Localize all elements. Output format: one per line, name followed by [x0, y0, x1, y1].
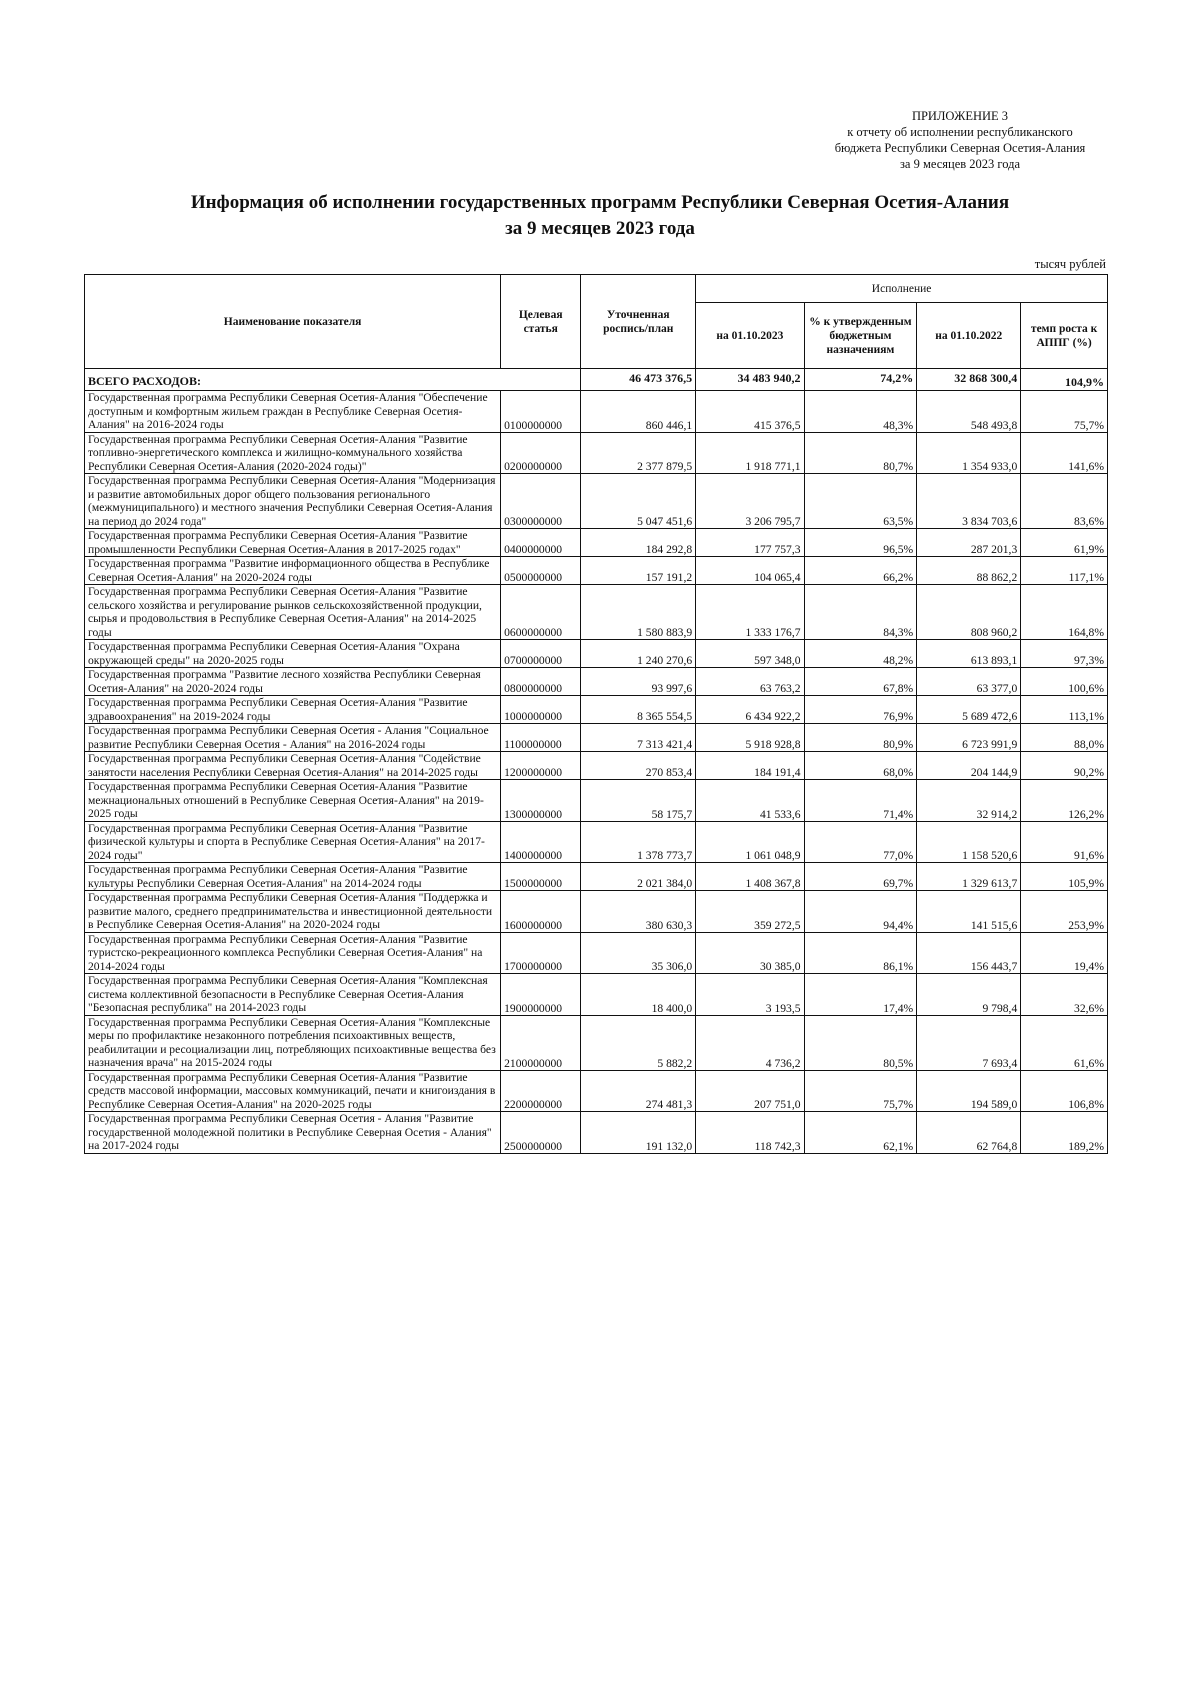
- percent-assigned: 48,3%: [804, 391, 917, 433]
- table-row: [85, 1112, 1108, 1154]
- target-code: 0400000000: [501, 529, 581, 557]
- executed-2022: 548 493,8: [917, 391, 1021, 433]
- table-row: [85, 529, 1108, 557]
- table-row: [85, 780, 1108, 822]
- plan-value: 1 378 773,7: [581, 821, 696, 863]
- plan-value: 184 292,8: [581, 529, 696, 557]
- target-code: 1100000000: [501, 724, 581, 752]
- executed-2023: 207 751,0: [696, 1070, 804, 1112]
- target-code: 0600000000: [501, 585, 581, 640]
- plan-value: 380 630,3: [581, 891, 696, 933]
- executed-2023: 5 918 928,8: [696, 724, 804, 752]
- plan-value: 5 882,2: [581, 1015, 696, 1070]
- program-name: Государственная программа Республики Северная Осетия - Алания "Развитие государственной молодежной политики в Республике Северная Осетия - Алания" на 2017-2024 годы: [85, 1112, 501, 1154]
- target-code: 1300000000: [501, 780, 581, 822]
- executed-2022: 808 960,2: [917, 585, 1021, 640]
- program-name: Государственная программа "Развитие лесного хозяйства Республики Северная Осетия-Алания" на 2020-2024 годы: [85, 668, 501, 696]
- program-name: Государственная программа Республики Северная Осетия-Алания "Поддержка и развитие малого, среднего предпринимательства и инвестиционной деятельности в Республике Северная Осетия-Алания" на 2020-2024 годы: [85, 891, 501, 933]
- growth-rate: 113,1%: [1021, 696, 1108, 724]
- plan-value: 5 047 451,6: [581, 474, 696, 529]
- percent-assigned: 76,9%: [804, 696, 917, 724]
- plan-value: 270 853,4: [581, 752, 696, 780]
- header-name: Наименование показателя: [85, 275, 501, 369]
- table-row: [85, 1015, 1108, 1070]
- plan-value: 860 446,1: [581, 391, 696, 433]
- appendix-header: [810, 108, 1110, 172]
- program-name: Государственная программа Республики Северная Осетия-Алания "Комплексная система коллективной безопасности в Республике Северная Осетия-Алания "Безопасная республика" на 2014-2023 годы: [85, 974, 501, 1016]
- growth-rate: 32,6%: [1021, 974, 1108, 1016]
- program-name: Государственная программа Республики Северная Осетия-Алания "Развитие межнациональных отношений в Республике Северная Осетия-Алания" на 2019-2025 годы: [85, 780, 501, 822]
- growth-rate: 141,6%: [1021, 432, 1108, 474]
- growth-rate: 105,9%: [1021, 863, 1108, 891]
- executed-2023: 30 385,0: [696, 932, 804, 974]
- executed-2022: 5 689 472,6: [917, 696, 1021, 724]
- growth-rate: 253,9%: [1021, 891, 1108, 933]
- target-code: 2200000000: [501, 1070, 581, 1112]
- document-title-line: Информация об исполнении государственных программ Республики Северная Осетия-Алания: [190, 192, 1010, 213]
- percent-assigned: 48,2%: [804, 640, 917, 668]
- table-row: [85, 391, 1108, 433]
- growth-rate: 106,8%: [1021, 1070, 1108, 1112]
- header-pct-assigned: % к утвержденным бюджетным назначениям: [804, 303, 917, 369]
- executed-2022: 287 201,3: [917, 529, 1021, 557]
- program-name: Государственная программа Республики Северная Осетия-Алания "Развитие туристско-рекреационного комплекса Республики Северная Осетия-Алания" на 2014-2024 годы: [85, 932, 501, 974]
- table-row: [85, 932, 1108, 974]
- appendix-line: к отчету об исполнении республиканского: [847, 125, 1073, 139]
- plan-value: 18 400,0: [581, 974, 696, 1016]
- total-on-2023: 34 483 940,2: [696, 369, 804, 391]
- program-name: Государственная программа Республики Северная Осетия-Алания "Охрана окружающей среды" на 2020-2025 годы: [85, 640, 501, 668]
- target-code: 0800000000: [501, 668, 581, 696]
- percent-assigned: 86,1%: [804, 932, 917, 974]
- executed-2022: 88 862,2: [917, 557, 1021, 585]
- executed-2023: 1 408 367,8: [696, 863, 804, 891]
- target-code: 1400000000: [501, 821, 581, 863]
- table-row: [85, 724, 1108, 752]
- appendix-number: ПРИЛОЖЕНИЕ 3: [911, 109, 1009, 123]
- executed-2023: 415 376,5: [696, 391, 804, 433]
- total-growth: 104,9%: [1021, 369, 1108, 391]
- table-row: [85, 557, 1108, 585]
- program-name: Государственная программа Республики Северная Осетия-Алания "Комплексные меры по профилактике незаконного потребления психоактивных веществ, реабилитации и ресоциализации лиц, потребляющих психоактивные вещества без назначения врача" на 2015-2024 годы: [85, 1015, 501, 1070]
- growth-rate: 61,6%: [1021, 1015, 1108, 1070]
- plan-value: 35 306,0: [581, 932, 696, 974]
- target-code: 0100000000: [501, 391, 581, 433]
- percent-assigned: 69,7%: [804, 863, 917, 891]
- executed-2022: 9 798,4: [917, 974, 1021, 1016]
- header-growth: темп роста к АППГ (%): [1021, 303, 1108, 369]
- percent-assigned: 66,2%: [804, 557, 917, 585]
- executed-2022: 204 144,9: [917, 752, 1021, 780]
- program-name: Государственная программа Республики Северная Осетия - Алания "Социальное развитие Республики Северная Осетия - Алания" на 2016-2024 годы: [85, 724, 501, 752]
- percent-assigned: 84,3%: [804, 585, 917, 640]
- units-label: тысяч рублей: [1034, 257, 1106, 271]
- table-row: [85, 821, 1108, 863]
- document-title: [80, 190, 1120, 242]
- executed-2023: 63 763,2: [696, 668, 804, 696]
- percent-assigned: 96,5%: [804, 529, 917, 557]
- plan-value: 2 021 384,0: [581, 863, 696, 891]
- executed-2022: 1 354 933,0: [917, 432, 1021, 474]
- target-code: 0700000000: [501, 640, 581, 668]
- percent-assigned: 94,4%: [804, 891, 917, 933]
- table-row: [85, 668, 1108, 696]
- percent-assigned: 80,9%: [804, 724, 917, 752]
- plan-value: 191 132,0: [581, 1112, 696, 1154]
- growth-rate: 88,0%: [1021, 724, 1108, 752]
- appendix-line: бюджета Республики Северная Осетия-Алания: [834, 141, 1086, 155]
- table-row: [85, 974, 1108, 1016]
- target-code: 1700000000: [501, 932, 581, 974]
- executed-2023: 3 206 795,7: [696, 474, 804, 529]
- target-code: 1200000000: [501, 752, 581, 780]
- growth-rate: 91,6%: [1021, 821, 1108, 863]
- plan-value: 1 580 883,9: [581, 585, 696, 640]
- plan-value: 8 365 554,5: [581, 696, 696, 724]
- program-name: Государственная программа Республики Северная Осетия-Алания "Модернизация и развитие автомобильных дорог общего пользования регионального (межмуниципального) и местного значения Республики Северная Осетия-Алания на период до 2024 года": [85, 474, 501, 529]
- growth-rate: 117,1%: [1021, 557, 1108, 585]
- plan-value: 7 313 421,4: [581, 724, 696, 752]
- percent-assigned: 80,5%: [804, 1015, 917, 1070]
- percent-assigned: 77,0%: [804, 821, 917, 863]
- program-name: Государственная программа Республики Северная Осетия-Алания "Развитие топливно-энергетического комплекса и жилищно-коммунального хозяйства Республики Северная Осетия-Алания (2020-2024 годы)": [85, 432, 501, 474]
- percent-assigned: 62,1%: [804, 1112, 917, 1154]
- percent-assigned: 17,4%: [804, 974, 917, 1016]
- executed-2023: 1 918 771,1: [696, 432, 804, 474]
- document-title-line: за 9 месяцев 2023 года: [505, 218, 695, 239]
- total-row: [85, 369, 1108, 391]
- table-row: [85, 474, 1108, 529]
- executed-2023: 597 348,0: [696, 640, 804, 668]
- total-pct: 74,2%: [804, 369, 917, 391]
- appendix-line: за 9 месяцев 2023 года: [899, 157, 1021, 171]
- executed-2023: 177 757,3: [696, 529, 804, 557]
- executed-2022: 141 515,6: [917, 891, 1021, 933]
- executed-2023: 6 434 922,2: [696, 696, 804, 724]
- program-name: Государственная программа Республики Северная Осетия-Алания "Развитие здравоохранения" на 2019-2024 годы: [85, 696, 501, 724]
- target-code: 1000000000: [501, 696, 581, 724]
- table-row: [85, 891, 1108, 933]
- target-code: 0200000000: [501, 432, 581, 474]
- target-code: 2100000000: [501, 1015, 581, 1070]
- programs-table: [84, 274, 1108, 1154]
- table-row: [85, 432, 1108, 474]
- table-row: [85, 585, 1108, 640]
- executed-2022: 613 893,1: [917, 640, 1021, 668]
- executed-2022: 63 377,0: [917, 668, 1021, 696]
- plan-value: 2 377 879,5: [581, 432, 696, 474]
- target-code: 1500000000: [501, 863, 581, 891]
- executed-2023: 1 333 176,7: [696, 585, 804, 640]
- executed-2023: 1 061 048,9: [696, 821, 804, 863]
- executed-2022: 32 914,2: [917, 780, 1021, 822]
- program-name: Государственная программа Республики Северная Осетия-Алания "Развитие сельского хозяйства и регулирование рынков сельскохозяйственной продукции, сырья и продовольствия в Республике Северная Осетия-Алания" на 2014-2025 годы: [85, 585, 501, 640]
- executed-2022: 156 443,7: [917, 932, 1021, 974]
- executed-2022: 6 723 991,9: [917, 724, 1021, 752]
- plan-value: 58 175,7: [581, 780, 696, 822]
- growth-rate: 83,6%: [1021, 474, 1108, 529]
- table-row: [85, 1070, 1108, 1112]
- program-name: Государственная программа Республики Северная Осетия-Алания "Развитие средств массовой информации, массовых коммуникаций, печати и книгоиздания в Республике Северная Осетия-Алания" на 2020-2025 годы: [85, 1070, 501, 1112]
- percent-assigned: 80,7%: [804, 432, 917, 474]
- program-name: Государственная программа Республики Северная Осетия-Алания "Обеспечение доступным и комфортным жильем граждан в Республике Северная Осетия-Алания" на 2016-2024 годы: [85, 391, 501, 433]
- executed-2022: 62 764,8: [917, 1112, 1021, 1154]
- table-row: [85, 640, 1108, 668]
- executed-2023: 4 736,2: [696, 1015, 804, 1070]
- plan-value: 93 997,6: [581, 668, 696, 696]
- executed-2023: 118 742,3: [696, 1112, 804, 1154]
- target-code: 0300000000: [501, 474, 581, 529]
- executed-2022: 3 834 703,6: [917, 474, 1021, 529]
- program-name: Государственная программа Республики Северная Осетия-Алания "Развитие культуры Республики Северная Осетия-Алания" на 2014-2024 годы: [85, 863, 501, 891]
- executed-2023: 41 533,6: [696, 780, 804, 822]
- plan-value: 1 240 270,6: [581, 640, 696, 668]
- growth-rate: 19,4%: [1021, 932, 1108, 974]
- target-code: 2500000000: [501, 1112, 581, 1154]
- target-code: 0500000000: [501, 557, 581, 585]
- growth-rate: 90,2%: [1021, 752, 1108, 780]
- header-on-2022: на 01.10.2022: [917, 303, 1021, 369]
- growth-rate: 126,2%: [1021, 780, 1108, 822]
- program-name: Государственная программа Республики Северная Осетия-Алания "Развитие физической культуры и спорта в Республике Северная Осетия-Алания" на 2017-2024 годы": [85, 821, 501, 863]
- program-name: Государственная программа "Развитие информационного общества в Республике Северная Осетия-Алания" на 2020-2024 годы: [85, 557, 501, 585]
- total-on-2022: 32 868 300,4: [917, 369, 1021, 391]
- plan-value: 274 481,3: [581, 1070, 696, 1112]
- growth-rate: 189,2%: [1021, 1112, 1108, 1154]
- executed-2022: 1 329 613,7: [917, 863, 1021, 891]
- percent-assigned: 68,0%: [804, 752, 917, 780]
- executed-2022: 7 693,4: [917, 1015, 1021, 1070]
- executed-2023: 184 191,4: [696, 752, 804, 780]
- executed-2023: 104 065,4: [696, 557, 804, 585]
- header-on-2023: на 01.10.2023: [696, 303, 804, 369]
- growth-rate: 97,3%: [1021, 640, 1108, 668]
- percent-assigned: 67,8%: [804, 668, 917, 696]
- executed-2022: 1 158 520,6: [917, 821, 1021, 863]
- program-name: Государственная программа Республики Северная Осетия-Алания "Развитие промышленности Республики Северная Осетия-Алания в 2017-2025 годах": [85, 529, 501, 557]
- executed-2023: 3 193,5: [696, 974, 804, 1016]
- growth-rate: 100,6%: [1021, 668, 1108, 696]
- header-code: Целевая статья: [501, 275, 581, 369]
- header-execution: Исполнение: [696, 275, 1108, 303]
- plan-value: 157 191,2: [581, 557, 696, 585]
- total-label: ВСЕГО РАСХОДОВ:: [85, 369, 581, 391]
- table-row: [85, 752, 1108, 780]
- total-plan: 46 473 376,5: [581, 369, 696, 391]
- executed-2023: 359 272,5: [696, 891, 804, 933]
- percent-assigned: 71,4%: [804, 780, 917, 822]
- header-plan: Уточненная роспись/план: [581, 275, 696, 369]
- table-row: [85, 863, 1108, 891]
- growth-rate: 61,9%: [1021, 529, 1108, 557]
- percent-assigned: 75,7%: [804, 1070, 917, 1112]
- growth-rate: 164,8%: [1021, 585, 1108, 640]
- target-code: 1900000000: [501, 974, 581, 1016]
- table-row: [85, 696, 1108, 724]
- program-name: Государственная программа Республики Северная Осетия-Алания "Содействие занятости населения Республики Северная Осетия-Алания" на 2014-2025 годы: [85, 752, 501, 780]
- growth-rate: 75,7%: [1021, 391, 1108, 433]
- executed-2022: 194 589,0: [917, 1070, 1021, 1112]
- percent-assigned: 63,5%: [804, 474, 917, 529]
- target-code: 1600000000: [501, 891, 581, 933]
